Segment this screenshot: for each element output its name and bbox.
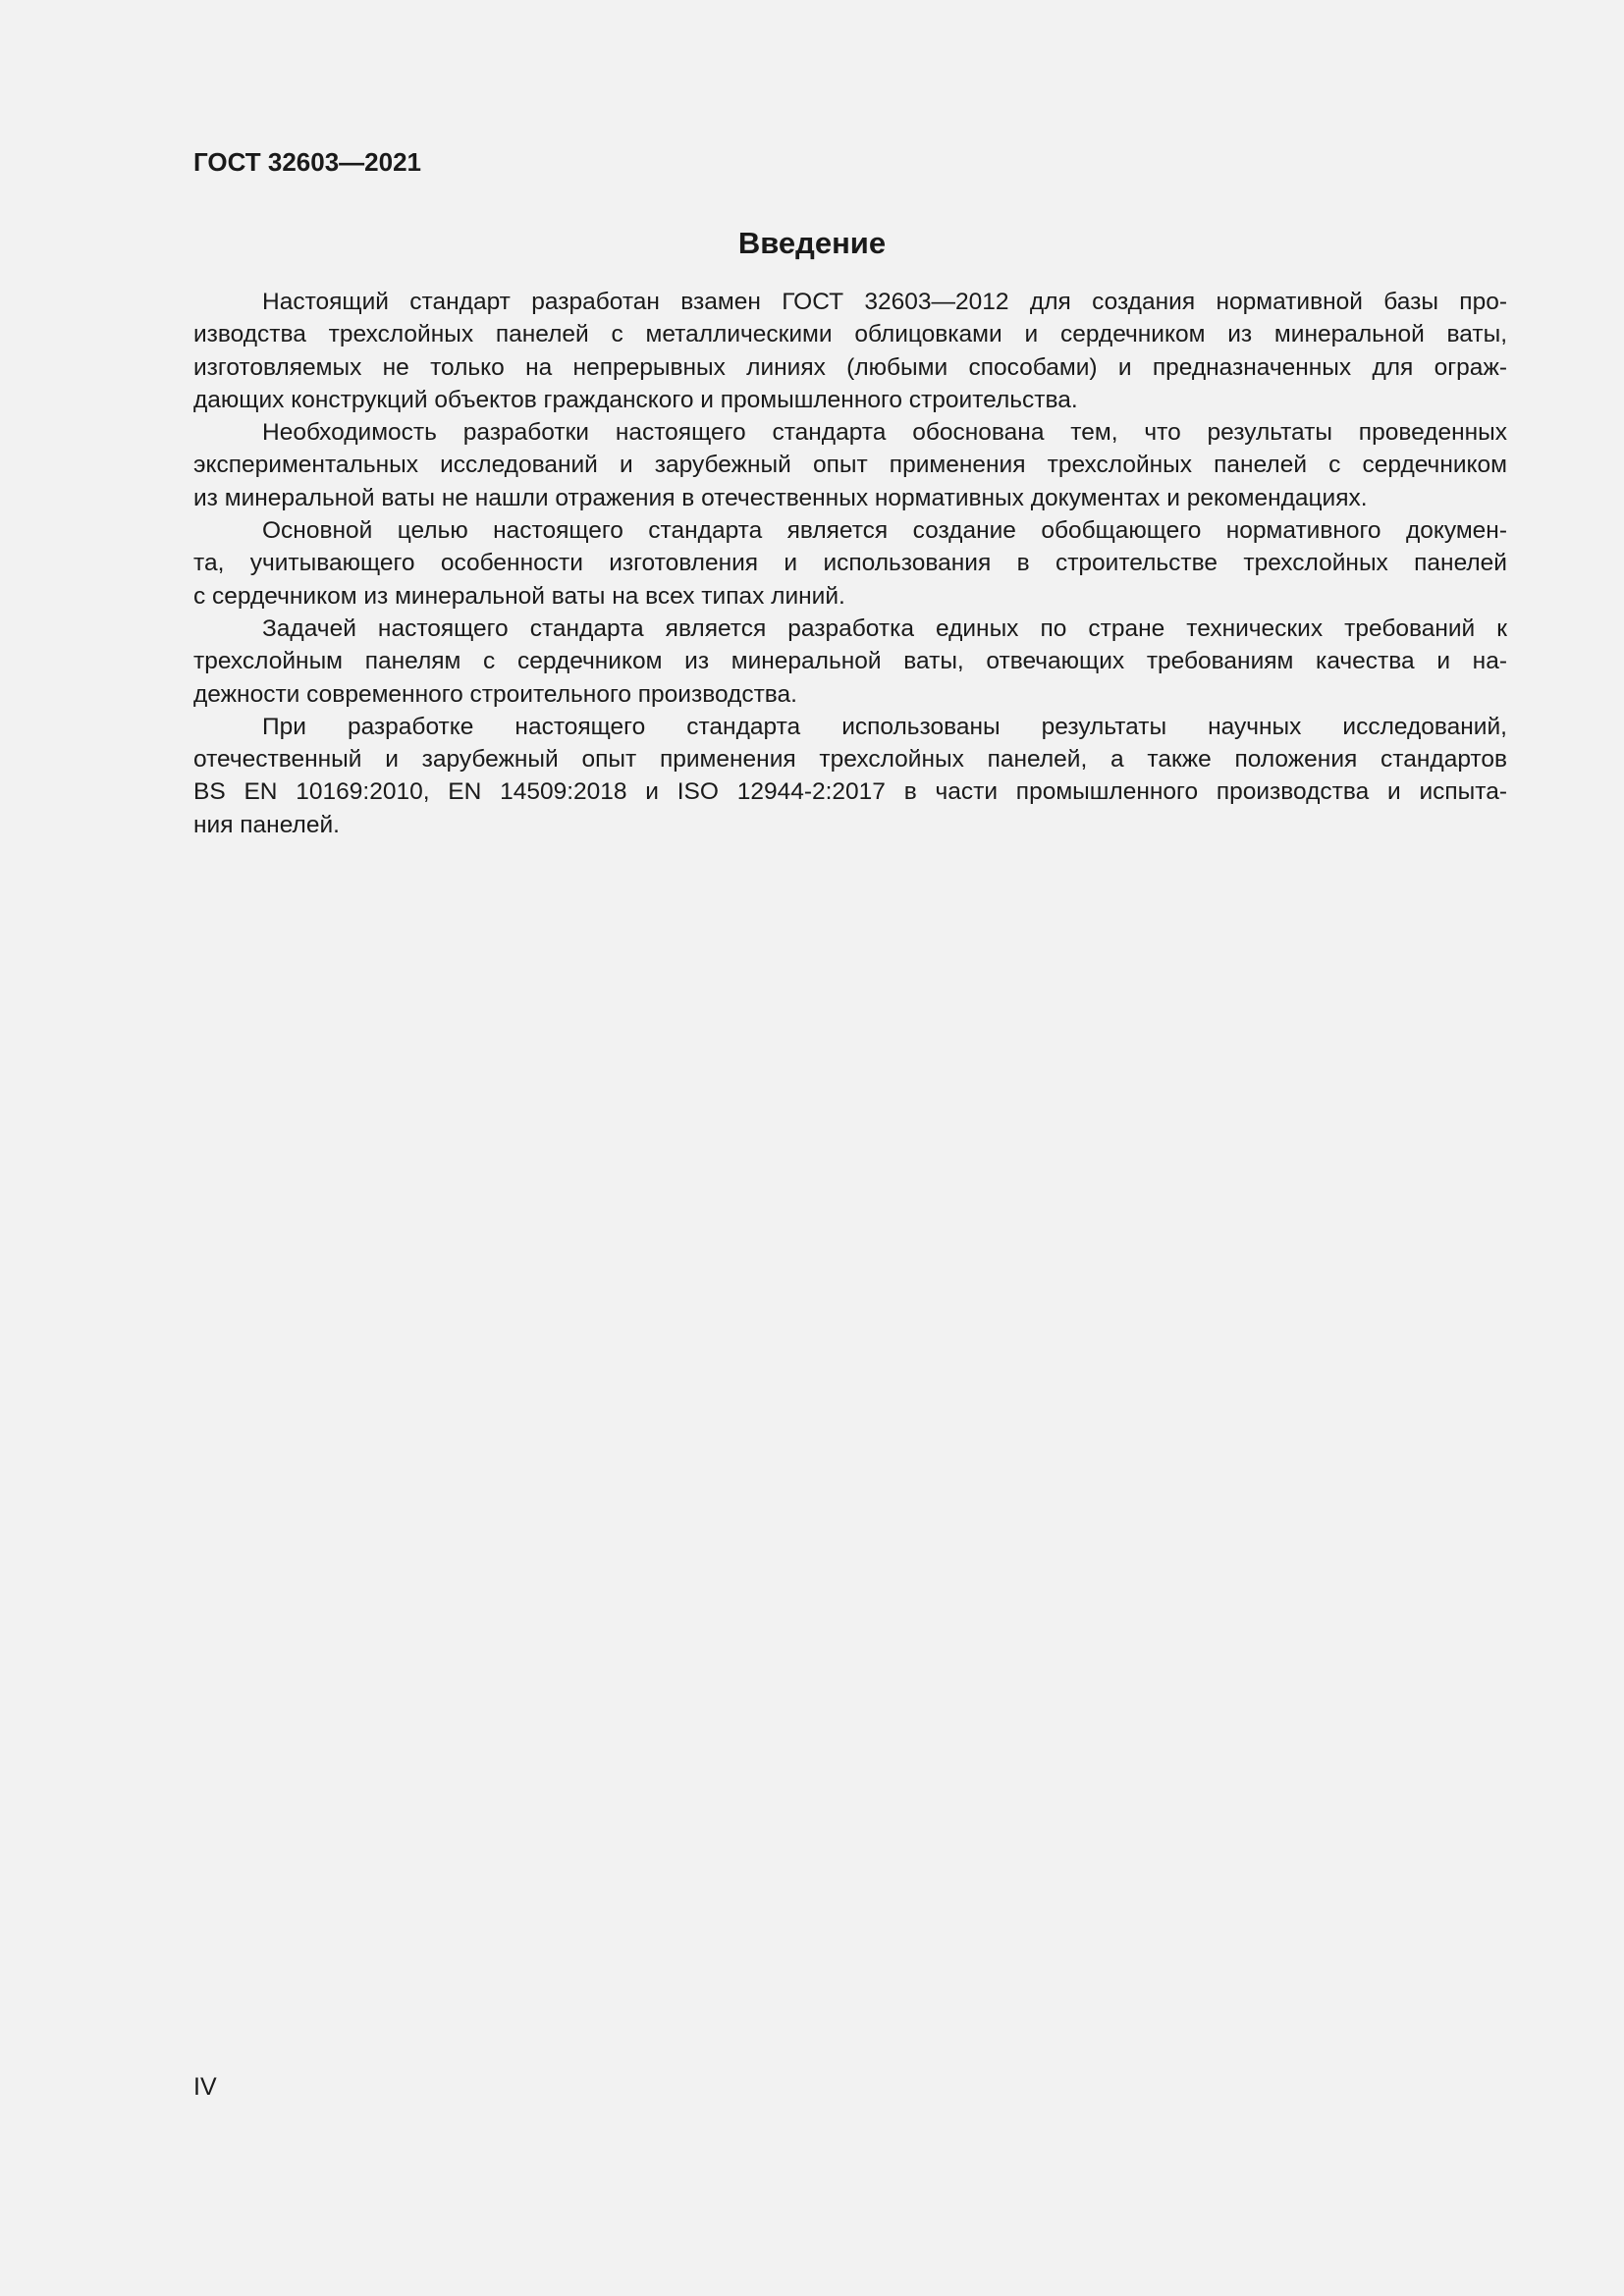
text-line: При разработке настоящего стандарта использованы результаты научных исследований,	[262, 713, 1507, 740]
text-line: Задачей настоящего стандарта является разработка единых по стране технических требований к	[262, 614, 1507, 642]
text-line: ния панелей.	[193, 811, 340, 838]
text-line: экспериментальных исследований и зарубежный опыт применения трехслойных панелей с сердечником	[193, 452, 1507, 479]
paragraph	[193, 286, 1507, 416]
document-body	[193, 286, 1507, 841]
text-line: Основной целью настоящего стандарта является создание обобщающего нормативного докумен-	[262, 517, 1507, 545]
text-line: дающих конструкций объектов гражданского и промышленного строительства.	[193, 386, 1078, 413]
text-line: изводства трехслойных панелей с металлическими облицовками и сердечником из минеральной ваты,	[193, 321, 1507, 348]
paragraph	[193, 711, 1507, 841]
text-line: изготовляемых не только на непрерывных линиях (любыми способами) и предназначенных для ограж-	[193, 353, 1507, 381]
text-line: дежности современного строительного производства.	[193, 680, 797, 708]
text-line: BS EN 10169:2010, EN 14509:2018 и ISO 12944-2:2017 в части промышленного производства и испыта-	[193, 778, 1507, 806]
document-header: ГОСТ 32603—2021	[193, 147, 421, 177]
paragraph	[193, 416, 1507, 514]
text-line: трехслойным панелям с сердечником из минеральной ваты, отвечающих требованиям качества и на-	[193, 648, 1507, 675]
text-line: с сердечником из минеральной ваты на всех типах линий.	[193, 582, 845, 610]
page-number: IV	[193, 2073, 217, 2101]
paragraph	[193, 613, 1507, 711]
text-line: из минеральной ваты не нашли отражения в отечественных нормативных документах и рекомендациях.	[193, 484, 1368, 511]
paragraph	[193, 514, 1507, 613]
text-line: Настоящий стандарт разработан взамен ГОСТ 32603—2012 для создания нормативной базы про-	[262, 289, 1507, 315]
text-line: отечественный и зарубежный опыт применения трехслойных панелей, а также положения стандартов	[193, 746, 1507, 774]
text-line: та, учитывающего особенности изготовления и использования в строительстве трехслойных панелей	[193, 550, 1507, 577]
section-title: Введение	[737, 226, 887, 260]
text-line: Необходимость разработки настоящего стандарта обоснована тем, что результаты проведенных	[262, 419, 1507, 447]
